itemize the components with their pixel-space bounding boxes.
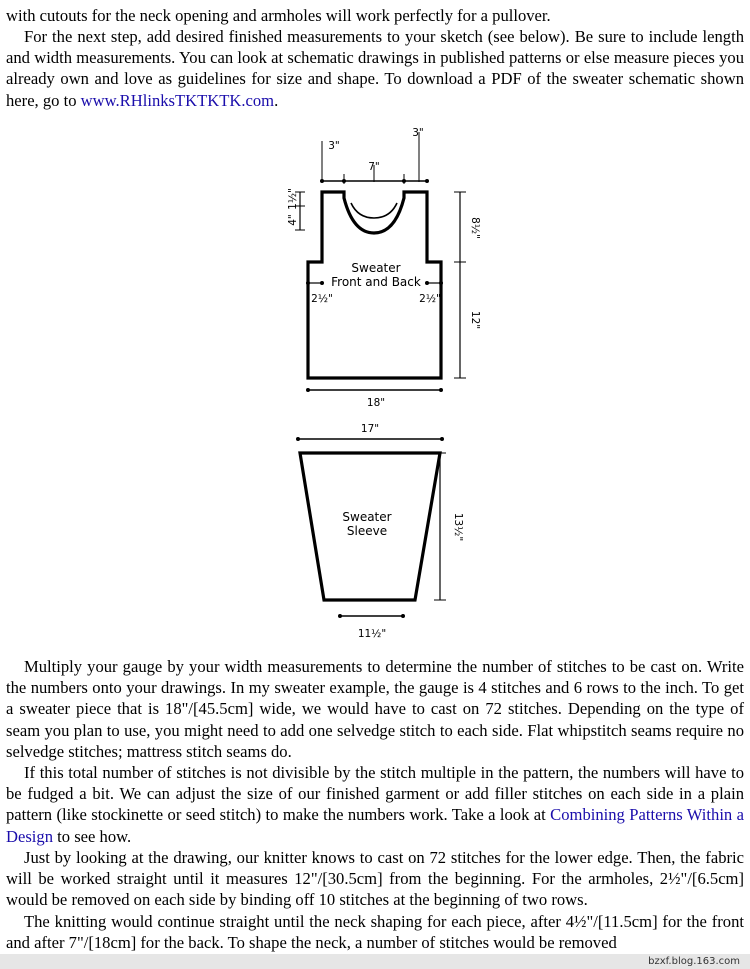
- paragraph-4-text: If this total number of stitches is not divisible by the stitch multiple in the pattern, the numbers will have to be fudged a bit. We can adjust the size of our finished garment or add filler stitches on each side in a plain pattern (like stockinette or seed stitch) to make the numbers work. Take a look at: [6, 763, 744, 825]
- sleeve-length-label: 13½": [452, 512, 464, 542]
- armhole-right-label: 2½": [419, 293, 441, 305]
- armhole-left-label: 2½": [311, 293, 333, 305]
- sleeve-title-line1: Sweater: [342, 510, 392, 524]
- sleeve-top-width-label: 17": [360, 423, 380, 435]
- sweater-schematic: [278, 120, 498, 650]
- combining-patterns-link[interactable]: Combining Patterns Within a Design: [6, 805, 744, 846]
- back-neck-curve: [351, 203, 397, 218]
- length-to-armhole-label: 12": [469, 310, 481, 330]
- paragraph-2-text: For the next step, add desired finished measurements to your sketch (see below). Be sure to include length and width measurements. You can look at schematic drawings in published patterns or else measure pieces you already own and love as guidelines for size and shape. To download a PDF of the sweater schematic shown here, go to: [6, 27, 744, 110]
- paragraph-3: Multiply your gauge by your width measurements to determine the number of stitches to be cast on. Write the numbers onto your drawings. In my sweater example, the gauge is 4 stitches and 6 rows to the inch. To get a sweater piece that is 18"/[45.5cm] wide, we would have to cast on 72 stitches. Depending on the type of seam you plan to use, you might need to add one selvedge stitch to each side. Flat whipstitch seams require no selvedge stitches; mattress stitch seams do.: [6, 657, 744, 761]
- armhole-depth-label: 8½": [469, 217, 481, 239]
- paragraph-1: with cutouts for the neck opening and armholes will work perfectly for a pullover.: [6, 6, 551, 25]
- shoulder-left-label: 3": [328, 140, 340, 152]
- footer-bar: [0, 954, 750, 969]
- download-link[interactable]: www.RHlinksTKTKTK.com: [80, 90, 275, 110]
- paragraph-5: Just by looking at the drawing, our knitter knows to cast on 72 stitches for the lower edge. Then, the fabric will be worked straight until it measures 12"/[30.5cm] from the beginning. For the armholes, 2½"/[6.5cm] would be removed on each side by binding off 10 stitches at the beginning of two rows.: [6, 848, 744, 910]
- paragraph-2: [6, 26, 744, 111]
- body-width-label: 18": [366, 397, 386, 409]
- sleeve-title-line2: Sleeve: [346, 524, 388, 538]
- neck-depth-front-label: 4": [287, 214, 299, 226]
- watermark: bzxf.blog.163.com: [648, 956, 740, 967]
- paragraph-2-end: .: [274, 90, 279, 110]
- sleeve-cuff-width-label: 11½": [357, 628, 387, 640]
- paragraph-4-end: to see how.: [53, 826, 132, 846]
- shoulder-right-label: 3": [412, 127, 424, 139]
- body-title-line1: Sweater: [351, 261, 401, 275]
- paragraph-4: [6, 762, 744, 847]
- paragraph-6: The knitting would continue straight until the neck shaping for each piece, after 4½"/[11.5cm] for the front and after 7"/[18cm] for the back. To shape the neck, a number of stitches would be removed: [6, 912, 744, 953]
- neck-depth-back-label: 1½": [287, 188, 299, 210]
- schematic-svg: [278, 120, 498, 650]
- neck-width-label: 7": [368, 161, 380, 173]
- body-title-line2: Front and Back: [331, 275, 421, 289]
